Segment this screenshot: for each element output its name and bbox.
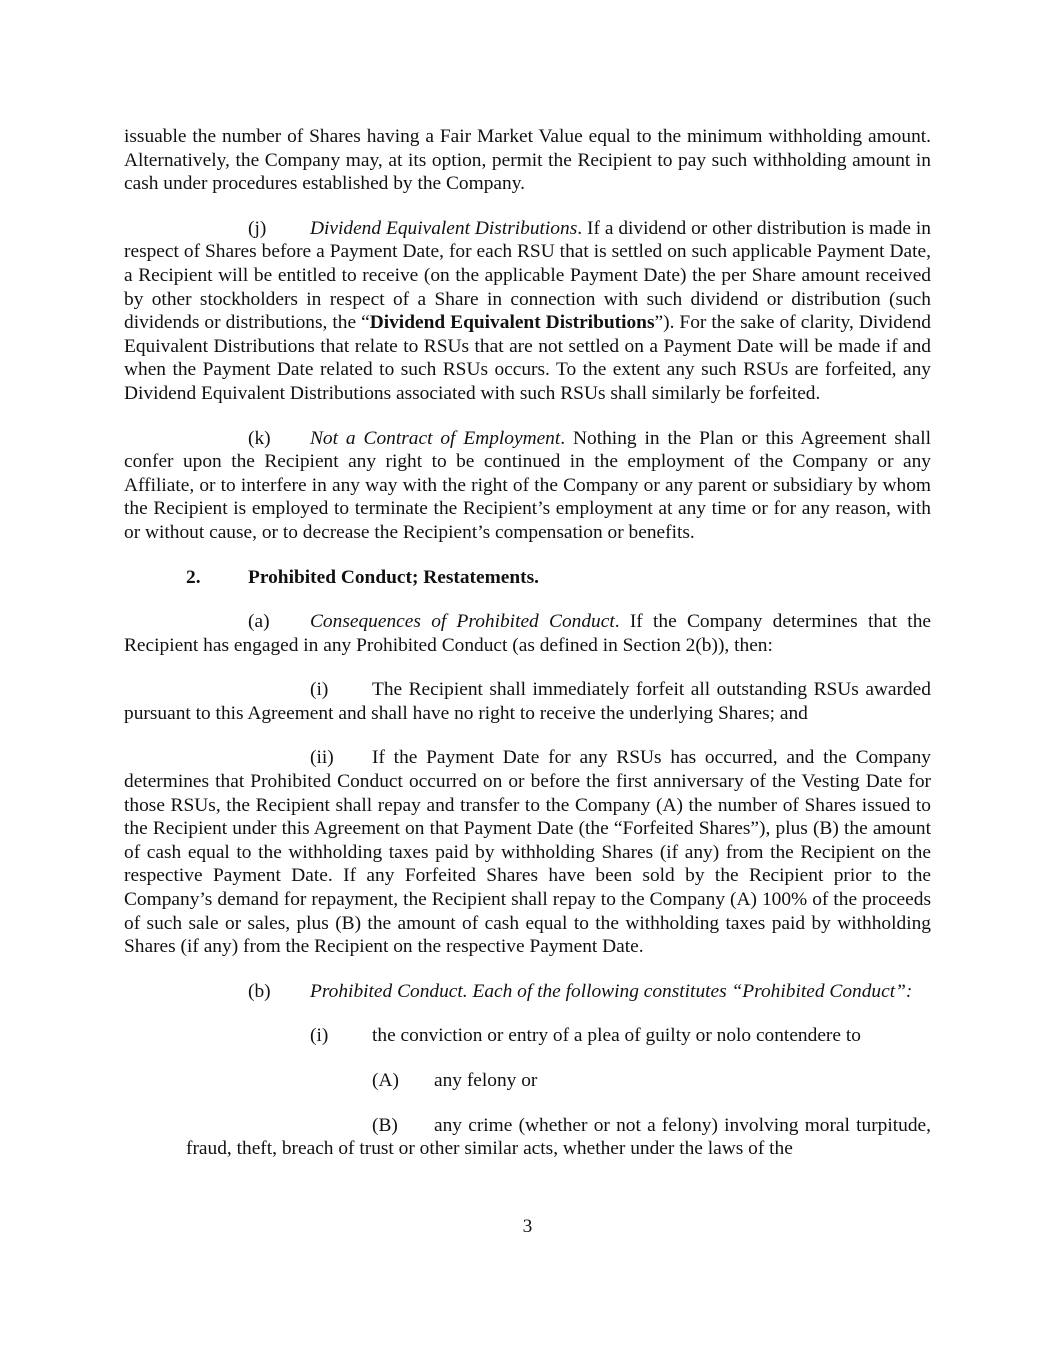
paragraph-prohibited-conduct: (b) Prohibited Conduct. Each of the following constitutes “Prohibited Conduct”: (248, 980, 913, 1002)
section-heading: 2. Prohibited Conduct; Restatements. (186, 566, 540, 588)
defined-term: Dividend Equivalent Distributions (369, 312, 655, 334)
paragraph-a-ii: (ii) If the Payment Date for any RSUs has occurred, and the Company determines that Prohibited Conduct occurred on or before the first anniversary of the Vesting Date for those RSUs, the Recipient shall repay and transfer to the Company (A) the number of Shares issued to the Recipient under this Agreement on that Payment Date (the “Forfeited Shares”), plus (B) the amount of cash equal to the withholding taxes paid by withholding Shares (if any) from the Recipient on the respective Payment Date. If any Forfeited Shares have been sold by the Recipient prior to the Company’s demand for repayment, the Recipient shall repay to the Company (A) 100% of the proceeds of such sale or sales, plus (B) the amount of cash equal to the withholding taxes paid by withholding Shares (if any) from the Recipient on the respective Payment Date. (124, 747, 931, 958)
document-page (124, 125, 931, 1161)
item-b-i: (i) the conviction or entry of a plea of guilty or nolo contendere to (310, 1025, 861, 1047)
paragraph-dividend-equivalent: (j) Dividend Equivalent Distributions. If a dividend or other distribution is made in respect of Shares before a Payment Date, for each RSU that is settled on such applicable Payment Date, a Recipient will be entitled to receive (on the applicable Payment Date) the per Share amount received by other stockholders in respect of a Share in connection with such dividend or distribution (such dividends or distributions, the “Dividend Equivalent Distributions”). For the sake of clarity, Dividend Equivalent Distributions that relate to RSUs that are not settled on a Payment Date will be made if and when the Payment Date related to such RSUs occurs. To the extent any such RSUs are forfeited, any Dividend Equivalent Distributions associated with such RSUs shall similarly be forfeited. (124, 217, 932, 404)
clause-label-a: (a) (248, 611, 270, 633)
clause-title-a: Consequences of Prohibited Conduct (310, 611, 615, 633)
clause-title-k: Not a Contract of Employment (310, 427, 561, 449)
paragraph-not-contract: (k) Not a Contract of Employment. Nothing in the Plan or this Agreement shall confer upon the Recipient any right to be continued in the employment of the Company or any Affiliate, or to interfere in any way with the right of the Company or any parent or subsidiary by whom the Recipient is employed to terminate the Recipient’s employment at any time or for any reason, with or without cause, or to decrease the Recipient’s compensation or benefits. (124, 427, 932, 543)
clause-label-j: (j) (248, 217, 267, 239)
paragraph-withholding: issuable the number of Shares having a Fair Market Value equal to the minimum withholding amount. Alternatively, the Company may, at its option, permit the Recipient to pay such withholding amount in cash under procedures established by the Company. (124, 126, 931, 195)
clause-label-k: (k) (248, 427, 271, 449)
page-number: 3 (522, 1216, 533, 1237)
clause-label-b: (b) (248, 980, 271, 1002)
item-b-B: (B) any crime (whether or not a felony) involving moral turpitude, fraud, theft, breach of trust or other similar acts, whether under the laws of the (186, 1114, 931, 1160)
clause-title-j: Dividend Equivalent Distributions (310, 217, 578, 239)
paragraph-a-i: (i) The Recipient shall immediately forfeit all outstanding RSUs awarded pursuant to this Agreement and shall have no right to receive the underlying Shares; and (124, 679, 931, 724)
paragraph-consequences: (a) Consequences of Prohibited Conduct. If the Company determines that the Recipient has engaged in any Prohibited Conduct (as defined in Section 2(b)), then: (124, 611, 932, 656)
item-b-A: (A) any felony or (372, 1070, 538, 1091)
